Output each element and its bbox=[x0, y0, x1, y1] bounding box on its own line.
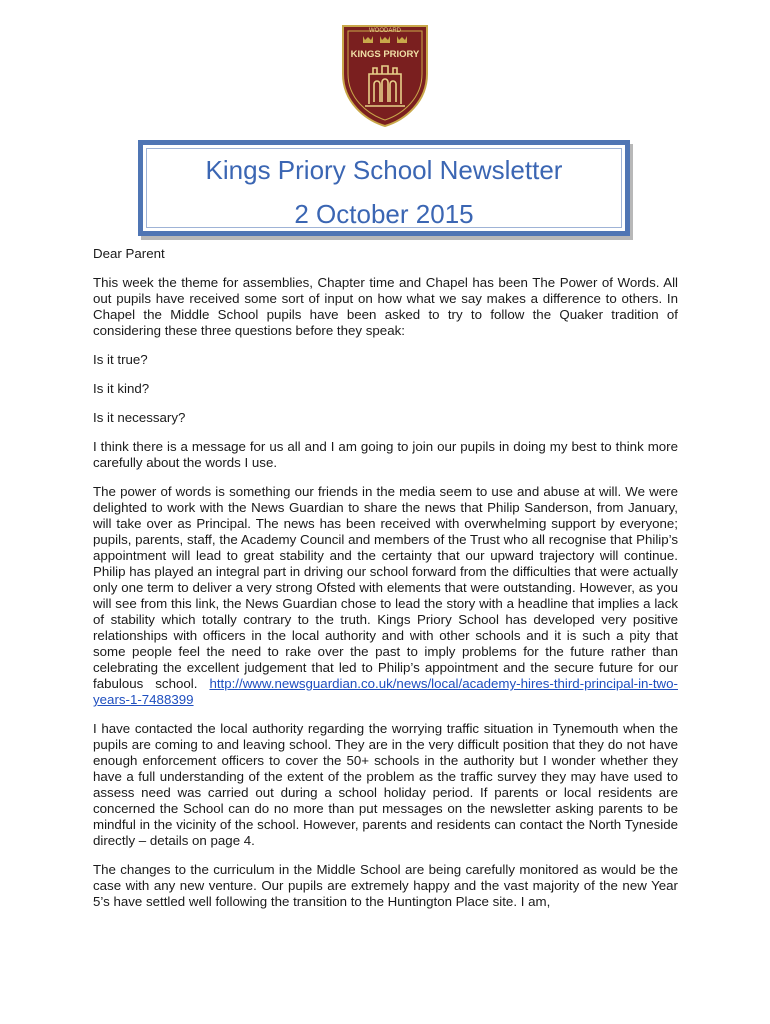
paragraph-power-of-words: This week the theme for assemblies, Chapter time and Chapel has been The Power of Words. All out pupils have received some sort of input on how what we say makes a difference to others. In Chapel the Middle School pupils have been asked to try to follow the Quaker tradition of considering these three questions before they speak: bbox=[93, 275, 678, 338]
newsletter-date: 2 October 2015 bbox=[294, 199, 474, 229]
crest-top-text: WOODARD bbox=[369, 28, 401, 34]
paragraph-curriculum: The changes to the curriculum in the Middle School are being carefully monitored as would be the case with any new venture. Our pupils are extremely happy and the vast majority of the new Year 5’s have settled well following the transition to the Huntington Place site. I am, bbox=[93, 862, 678, 909]
paragraph-traffic: I have contacted the local authority regarding the worrying traffic situation in Tynemouth when the pupils are coming to and leaving school. They are in the very difficult position that they do not have enough enforcement officers to cover the 50+ schools in the authority but I wonder whether they have a full understanding of the extent of the problem as the traffic survey they may have used to assess need was carried out during a school holiday period. If parents or local residents are concerned the School can do no more than put messages on the newsletter asking parents to be mindful in the vicinity of the school. However, parents and residents can contact the North Tyneside directly – details on page 4. bbox=[93, 721, 678, 848]
question-kind: Is it kind? bbox=[93, 381, 150, 396]
paragraph-news-guardian-text: The power of words is something our friends in the media seem to use and abuse at will. We were delighted to work with the News Guardian to share the news that Philip Sanderson, from January, will take over as Principal. The news has been received with overwhelming support by everyone; pupils, parents, staff, the Academy Council and members of the Trust who all recognise that Philip’s appointment will lead to great stability and the certainty that our upward trajectory will continue. Philip has played an integral part in driving our school forward from the difficulties that were actually only one term to deliver a very strong Ofsted with elements that were outstanding. However, as you will see from this link, the News Guardian chose to lead the story with a headline that implies a lack of stability which totally contrary to the truth. Kings Priory School has developed very positive relationships with officers in the local authority and with other schools and it is such a pity that some people feel the need to rake over the past to imply problems for the future rather than celebrating the excellent judgement that led to Philip’s appointment and the secure future for our fabulous school. bbox=[93, 484, 678, 691]
school-crest-logo bbox=[339, 22, 431, 128]
greeting: Dear Parent bbox=[93, 246, 165, 261]
newsletter-title-box bbox=[138, 140, 630, 236]
crest-name-text: KINGS PRIORY bbox=[350, 49, 420, 60]
letter-body bbox=[93, 246, 678, 923]
question-true: Is it true? bbox=[93, 352, 148, 367]
newsletter-title: Kings Priory School Newsletter bbox=[205, 155, 563, 185]
paragraph-message: I think there is a message for us all and I am going to join our pupils in doing my best to think more carefully about the words I use. bbox=[93, 439, 678, 470]
paragraph-news-guardian bbox=[93, 484, 678, 708]
question-necessary: Is it necessary? bbox=[93, 410, 186, 425]
news-guardian-link[interactable]: http://www.newsguardian.co.uk/news/local/academy-hires-third-principal-in-two-years-1-7488399 bbox=[93, 676, 678, 707]
